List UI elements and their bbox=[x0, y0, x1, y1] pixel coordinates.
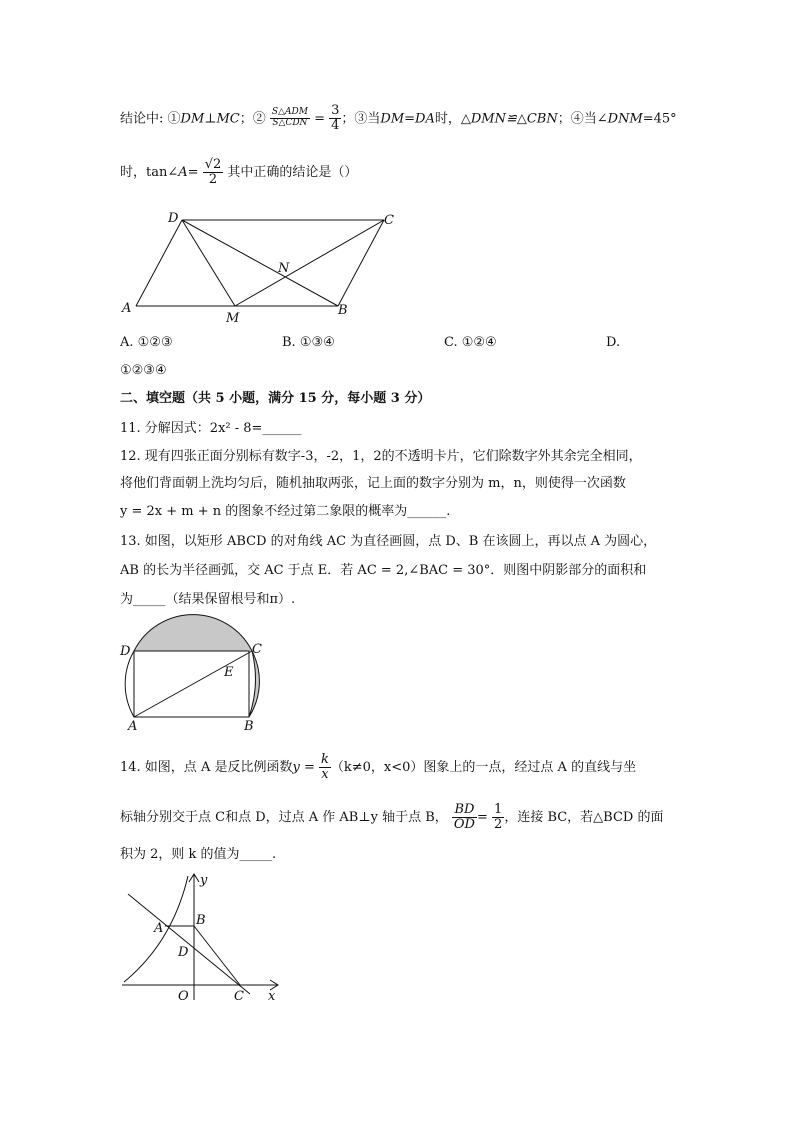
q10-prefix: 结论中: ① bbox=[120, 111, 181, 127]
label-a: A bbox=[128, 719, 138, 734]
q12-line3: y = 2x + m + n 的图象不经过第二象限的概率为______. bbox=[120, 504, 451, 519]
q13-line2: AB 的长为半径画弧，交 AC 于点 E．若 AC = 2,∠BAC = 30°．则图中阴影部分的面积和 bbox=[120, 563, 647, 578]
line-acd bbox=[128, 894, 250, 994]
q10-sqrt-num: √2 bbox=[204, 156, 222, 172]
q10-line2-angle: A bbox=[178, 165, 188, 180]
q10-sep2: ；③当 bbox=[341, 111, 381, 127]
q14-line1-a: 14. 如图，点 A 是反比例函数 bbox=[120, 760, 293, 775]
section-heading: 二、填空题（共 5 小题，满分 15 分，每小题 3 分） bbox=[120, 391, 431, 406]
label-a: A bbox=[122, 301, 132, 316]
q10-ratio-num: 3 bbox=[331, 103, 340, 118]
q10-option-d-content[interactable]: ①②③④ bbox=[120, 363, 167, 378]
q14-k: k bbox=[320, 751, 329, 767]
q10-c4-value: =45° bbox=[642, 111, 677, 127]
q10-area-ratio-fraction bbox=[270, 108, 310, 129]
q12-line1: 12. 现有四张正面分别标有数字-3，-2，1，2的不透明卡片，它们除数字外其余完全相同， bbox=[120, 449, 642, 464]
q14-function-y: y = bbox=[292, 760, 315, 775]
label-e: E bbox=[224, 665, 234, 680]
q14-line2-a: 标轴分别交于点 C和点 D，过点 A 作 AB⊥y 轴于点 B， bbox=[120, 810, 448, 825]
q10-sep3: ；④当∠ bbox=[557, 111, 608, 127]
q14-line3: 积为 2，则 k 的值为_____. bbox=[120, 847, 277, 862]
q10-c4-angle: DNM bbox=[607, 111, 643, 127]
label-m: M bbox=[226, 311, 240, 326]
q10-area-num: S△ADM bbox=[271, 107, 308, 118]
q14-eq: = bbox=[476, 810, 488, 825]
q10-conclusions-line2 bbox=[120, 156, 357, 190]
q10-option-a[interactable]: A. ①②③ bbox=[120, 335, 173, 350]
q10-parallelogram-figure bbox=[118, 208, 408, 326]
q10-area-den: S△CDN bbox=[272, 118, 308, 129]
q13-line3: 为_____（结果保留根号和π）. bbox=[120, 592, 296, 607]
q10-c3-result: △DMN≌△CBN bbox=[460, 111, 558, 127]
q10-conclusions-line1 bbox=[120, 104, 677, 134]
q14-line1 bbox=[120, 750, 636, 786]
q14-line1-b: （k≠0，x<0）图象上的一点，经过点 A 的直线与坐 bbox=[330, 760, 637, 775]
label-b: B bbox=[338, 303, 348, 318]
q10-line2-b: 其中正确的结论是（） bbox=[227, 165, 358, 180]
q10-sqrt-den: 2 bbox=[208, 172, 218, 187]
edge-da bbox=[136, 220, 182, 306]
q12-line2: 将他们背面朝上洗均匀后，随机抽取两张，记上面的数字分别为 m，n，则使得一次函数 bbox=[120, 476, 626, 491]
q14-x: x bbox=[321, 767, 329, 782]
q10-option-c[interactable]: C. ①②④ bbox=[444, 335, 497, 350]
label-d: D bbox=[178, 945, 189, 960]
q10-option-d[interactable]: D. bbox=[606, 335, 621, 350]
label-c: C bbox=[234, 989, 244, 1004]
segment-mc bbox=[235, 220, 384, 306]
q11-text: 11. 分解因式：2x² - 8=______ bbox=[120, 421, 302, 436]
q14-half bbox=[492, 803, 504, 833]
q10-sep1: ；② bbox=[239, 111, 266, 127]
label-x: x bbox=[268, 989, 276, 1004]
q10-equals: = bbox=[314, 111, 325, 127]
segment-dm bbox=[182, 220, 235, 306]
label-o: O bbox=[178, 989, 189, 1004]
shaded-top-segment bbox=[134, 615, 252, 651]
q10-option-b[interactable]: B. ①③④ bbox=[282, 335, 335, 350]
label-c: C bbox=[252, 642, 262, 657]
q10-c3-condition: DM=DA bbox=[380, 111, 435, 127]
q10-ratio-den: 4 bbox=[331, 118, 340, 134]
q14-line2 bbox=[120, 800, 663, 836]
label-y: y bbox=[200, 873, 208, 888]
q14-bd: BD bbox=[452, 803, 477, 818]
label-a: A bbox=[154, 921, 164, 936]
segment-bc bbox=[194, 926, 240, 985]
q14-line2-b: ，连接 BC，若△BCD 的面 bbox=[504, 810, 664, 825]
q10-line2-eq: = bbox=[187, 165, 199, 180]
q14-half-num: 1 bbox=[494, 801, 503, 817]
q13-circle-rectangle-figure bbox=[116, 614, 276, 736]
q10-conclusion-1: DM⊥MC bbox=[180, 111, 240, 127]
diagonal-ac bbox=[134, 651, 252, 717]
label-n: N bbox=[278, 261, 290, 276]
q14-k-over-x bbox=[319, 753, 331, 783]
segment-db bbox=[182, 220, 338, 306]
label-d: D bbox=[120, 644, 131, 659]
circle-left-arc bbox=[125, 651, 134, 717]
q10-line2-a: 时，tan∠ bbox=[120, 165, 179, 180]
label-c: C bbox=[384, 213, 394, 228]
q14-coordinate-figure bbox=[118, 870, 288, 1004]
q14-half-den: 2 bbox=[494, 817, 503, 832]
label-b: B bbox=[244, 719, 254, 734]
label-d: D bbox=[168, 211, 179, 226]
q10-sqrt-fraction bbox=[203, 158, 224, 188]
q13-line1: 13. 如图，以矩形 ABCD 的对角线 AC 为直径画圆，点 D、B 在该圆上，再以点 A 为圆心， bbox=[120, 534, 657, 549]
q14-bd-od-fraction bbox=[452, 803, 477, 833]
q10-ratio-value bbox=[329, 104, 341, 134]
q14-od: OD bbox=[453, 817, 475, 832]
label-b: B bbox=[196, 913, 206, 928]
q10-c3-mid: 时， bbox=[434, 111, 461, 127]
